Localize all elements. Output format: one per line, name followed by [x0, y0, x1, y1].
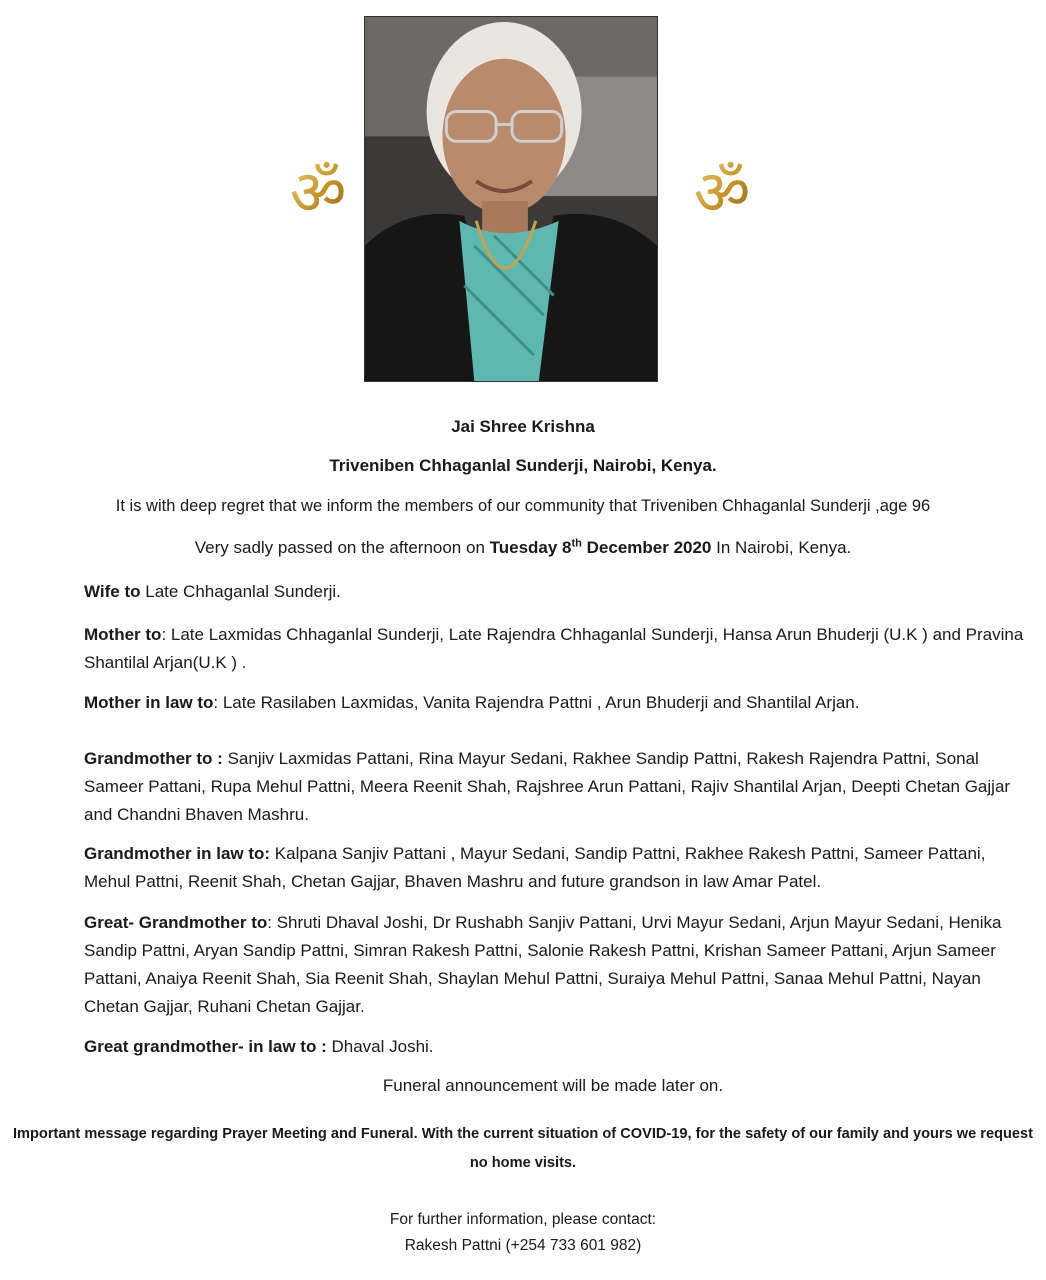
svg-text:ॐ: ॐ — [289, 156, 347, 229]
relation-great-grandmother: Great- Grandmother to: Shruti Dhaval Joshi, Dr Rushabh Sanjiv Pattani, Urvi Mayur Sedani, Arjun Mayur Sedani, Henika Sandip Pattni, Aryan Sandip Pattni, Simran Rakesh Pattni, Salonie Rakesh Pattni, Krishan Sameer Pattani, Arjun Sameer Pattani, Anaiya Reenit Shah, Sia Reenit Shah, Shaylan Mehul Pattni, Suraiya Mehul Pattni, Sanaa Mehul Pattni, Nayan Chetan Gajjar, Ruhani Chetan Gajjar. — [84, 913, 1002, 1016]
funeral-announcement: Funeral announcement will be made later on. — [382, 1076, 724, 1095]
relation-grandmother-in-law: Grandmother in law to: Kalpana Sanjiv Pattani , Mayur Sedani, Sandip Pattni, Rakhee Rakesh Pattni, Sameer Pattani, Mehul Pattni, Reenit Shah, Chetan Gajjar, Bhaven Mashru and future grandson in law Amar Patel. — [84, 844, 986, 891]
contact-intro: For further information, please contact: — [389, 1211, 657, 1228]
passing-date-pre: Very sadly passed on the afternoon on — [194, 538, 490, 557]
om-symbol-icon — [278, 150, 358, 230]
important-message: Important message regarding Prayer Meeting and Funeral. With the current situation of COVID-19, for the safety of our family and yours we request no home visits. — [12, 1126, 1033, 1171]
relation-grandmother: Grandmother to : Sanjiv Laxmidas Pattani, Rina Mayur Sedani, Rakhee Sandip Pattni, Rakesh Rajendra Pattni, Sonal Sameer Pattani, Rupa Mehul Pattni, Meera Reenit Shah, Rajshree Arun Pattani, Rajiv Shantilal Arjan, Deepti Chetan Gajjar and Chandni Bhaven Mashru. — [84, 749, 1011, 824]
passing-date-post: In Nairobi, Kenya. — [711, 538, 852, 557]
om-symbol-icon — [682, 150, 762, 230]
portrait-photo — [364, 16, 658, 382]
passing-date-rest: December 2020 — [581, 538, 712, 557]
relation-great-grandmother-in-law: Great grandmother- in law to : Dhaval Joshi. — [84, 1037, 434, 1056]
deceased-name-heading: Triveniben Chhaganlal Sunderji, Nairobi, Kenya. — [329, 456, 717, 475]
relation-wife: Wife to Late Chhaganlal Sunderji. — [84, 582, 341, 601]
passing-date-suffix: th — [571, 537, 582, 550]
relation-mother-in-law: Mother in law to: Late Rasilaben Laxmidas, Vanita Rajendra Pattni , Arun Bhuderji and Shantilal Arjan. — [84, 693, 860, 712]
relation-mother: Mother to: Late Laxmidas Chhaganlal Sunderji, Late Rajendra Chhaganlal Sunderji, Hansa Arun Bhuderji (U.K ) and Pravina Shantilal Arjan(U.K ) . — [84, 625, 1024, 672]
passing-date-line — [0, 538, 1046, 558]
passing-date-day: Tuesday 8 — [489, 538, 572, 557]
intro-line: It is with deep regret that we inform the members of our community that Triveniben Chhaganlal Sunderji ,age 96 — [115, 497, 931, 515]
contact-person: Rakesh Pattni (+254 733 601 982) — [404, 1237, 642, 1254]
svg-text:ॐ: ॐ — [693, 156, 751, 229]
greeting-heading: Jai Shree Krishna — [451, 417, 595, 436]
